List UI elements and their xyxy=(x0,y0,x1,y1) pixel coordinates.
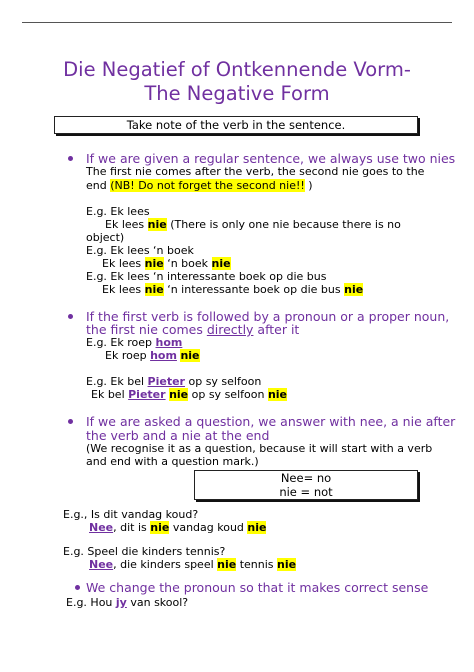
section3-example2: E.g. Speel die kinders tennis? xyxy=(63,545,226,558)
vocab-box xyxy=(194,470,418,500)
section2-example1: E.g. Ek roep hom xyxy=(86,336,183,349)
bullet-dot xyxy=(75,585,80,590)
bullet-dot xyxy=(68,314,73,319)
section1-example3-negative: Ek lees nie ‘n interessante boek op die bus nie xyxy=(102,283,364,296)
pronoun: jy xyxy=(115,596,127,609)
section3-line3: (We recognise it as a question, because it will start with a verb xyxy=(86,442,433,455)
bullet-dot xyxy=(68,156,73,161)
section1-line2: The first nie comes after the verb, the second nie goes to the xyxy=(86,165,425,178)
section2-bullet-line2: the first nie comes directly after it xyxy=(86,322,300,337)
nie-highlight: nie xyxy=(277,558,297,571)
section1-line3: end (NB! Do not forget the second nie!! ) xyxy=(86,179,313,192)
nie-highlight: nie xyxy=(147,218,167,231)
nie-highlight: nie xyxy=(180,349,200,362)
nie-highlight: nie xyxy=(169,388,189,401)
pronoun: hom xyxy=(155,336,183,349)
section3-example2-answer: Nee, die kinders speel nie tennis nie xyxy=(89,558,297,571)
section3-bullet-line1: If we are asked a question, we answer with nee, a nie after xyxy=(86,414,456,429)
title-line-1: Die Negatief of Ontkennende Vorm- xyxy=(63,58,411,81)
proper-noun: Pieter xyxy=(147,375,185,388)
nie-highlight: nie xyxy=(150,521,170,534)
section1-example1-cont: object) xyxy=(86,231,125,244)
nie-highlight: nie xyxy=(267,388,287,401)
section3-example1-answer: Nee, dit is nie vandag koud nie xyxy=(89,521,267,534)
section2-example2-negative: Ek bel Pieter nie op sy selfoon nie xyxy=(91,388,287,401)
nie-highlight: nie xyxy=(344,283,364,296)
note-box: Take note of the verb in the sentence. xyxy=(54,116,418,134)
section3-bullet-line2: the verb and a nie at the end xyxy=(86,428,270,443)
section2-bullet-line1: If the first verb is followed by a pronoun or a proper noun, xyxy=(86,309,450,324)
vocab-nee: Nee= no xyxy=(280,471,332,485)
section1-example1-negative: Ek lees nie (There is only one nie because there is no xyxy=(105,218,401,231)
proper-noun: Pieter xyxy=(128,388,166,401)
section4-example: E.g. Hou jy van skool? xyxy=(66,596,189,609)
section1-bullet: If we are given a regular sentence, we always use two nies xyxy=(86,151,456,166)
nie-highlight: nie xyxy=(144,283,164,296)
section4-bullet: We change the pronoun so that it makes correct sense xyxy=(86,580,429,595)
nie-highlight: nie xyxy=(247,521,267,534)
nie-highlight: nie xyxy=(211,257,231,270)
title-line-2: The Negative Form xyxy=(144,82,330,105)
bullet-dot xyxy=(68,419,73,424)
section2-example2: E.g. Ek bel Pieter op sy selfoon xyxy=(86,375,262,388)
section1-example3: E.g. Ek lees ‘n interessante boek op die bus xyxy=(86,270,327,283)
section1-example2: E.g. Ek lees ‘n boek xyxy=(86,244,194,257)
section2-example1-negative: Ek roep hom nie xyxy=(105,349,200,362)
top-rule xyxy=(22,22,452,23)
section1-example2-negative: Ek lees nie ‘n boek nie xyxy=(102,257,231,270)
pronoun: hom xyxy=(150,349,177,362)
nee-word: Nee xyxy=(89,558,114,571)
page-title xyxy=(0,58,474,106)
section3-example1: E.g., Is dit vandag koud? xyxy=(63,508,199,521)
nie-highlight: nie xyxy=(144,257,164,270)
nie-highlight: nie xyxy=(217,558,237,571)
nee-word: Nee xyxy=(89,521,114,534)
section3-line4: and end with a question mark.) xyxy=(86,455,259,468)
nb-highlight: (NB! Do not forget the second nie!! xyxy=(110,179,305,192)
section1-example1: E.g. Ek lees xyxy=(86,205,150,218)
vocab-nie: nie = not xyxy=(279,485,333,499)
